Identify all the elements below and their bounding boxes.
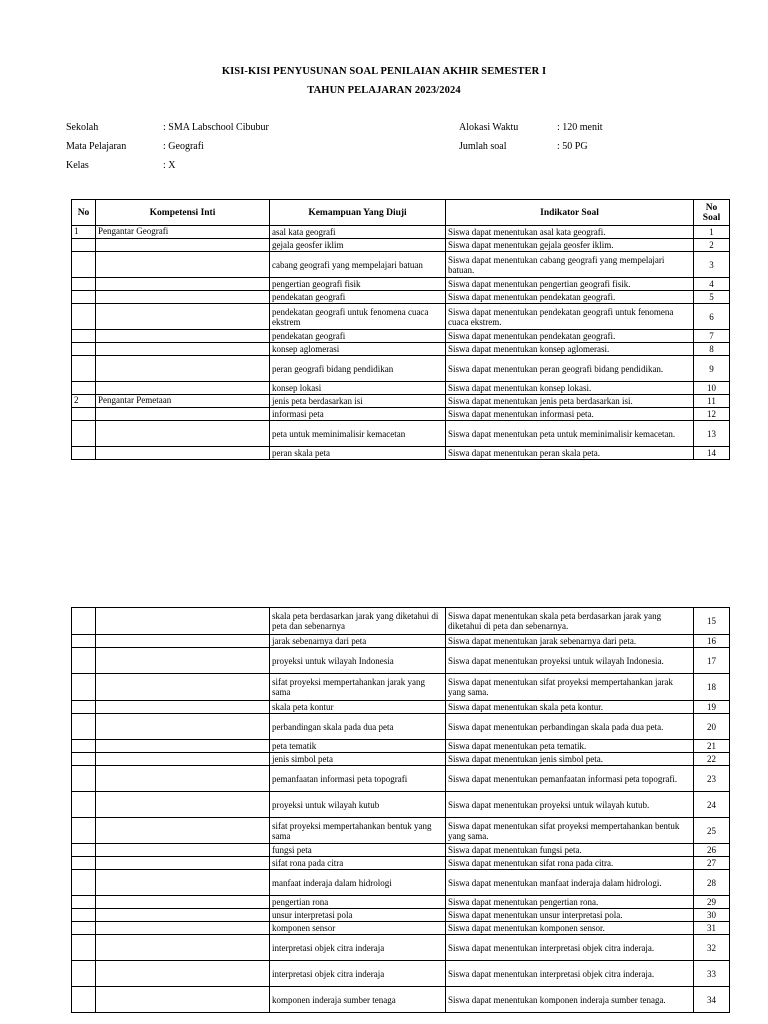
- row-kemampuan: konsep lokasi: [270, 382, 446, 395]
- row-no: [72, 870, 96, 896]
- row-kemampuan: interpretasi objek citra inderaja: [270, 935, 446, 961]
- row-indikator: Siswa dapat menentukan proyeksi untuk wilayah kutub.: [446, 792, 694, 818]
- table-row: [72, 304, 730, 330]
- row-no: 2: [72, 395, 96, 408]
- row-kompetensi-inti: Pengantar Pemetaan: [96, 395, 270, 408]
- row-kemampuan: peta tematik: [270, 740, 446, 753]
- row-kompetensi-inti: [96, 252, 270, 278]
- row-indikator: Siswa dapat menentukan komponen sensor.: [446, 922, 694, 935]
- row-no: [72, 857, 96, 870]
- row-no: [72, 356, 96, 382]
- row-indikator: Siswa dapat menentukan manfaat inderaja dalam hidrologi.: [446, 870, 694, 896]
- row-no: [72, 701, 96, 714]
- row-indikator: Siswa dapat menentukan sifat rona pada citra.: [446, 857, 694, 870]
- row-no-soal: 17: [694, 648, 730, 674]
- row-no: [72, 740, 96, 753]
- row-kompetensi-inti: [96, 635, 270, 648]
- info-mapel-label: Mata Pelajaran: [66, 141, 127, 152]
- row-no: [72, 922, 96, 935]
- row-no-soal: 1: [694, 226, 730, 239]
- row-kemampuan: informasi peta: [270, 408, 446, 421]
- row-kompetensi-inti: [96, 922, 270, 935]
- row-no-soal: 22: [694, 753, 730, 766]
- row-kompetensi-inti: [96, 608, 270, 635]
- row-indikator: Siswa dapat menentukan skala peta berdasarkan jarak yang diketahui di peta dan sebenarnya.: [446, 608, 694, 635]
- table-row: [72, 408, 730, 421]
- row-kemampuan: pengertian rona: [270, 896, 446, 909]
- row-indikator: Siswa dapat menentukan peran geografi bidang pendidikan.: [446, 356, 694, 382]
- row-no: [72, 278, 96, 291]
- row-kompetensi-inti: [96, 714, 270, 740]
- info-kelas-value: : X: [163, 160, 176, 171]
- info-jumlah-value: : 50 PG: [557, 141, 588, 152]
- row-no-soal: 13: [694, 421, 730, 447]
- row-no: [72, 635, 96, 648]
- row-indikator: Siswa dapat menentukan pendekatan geografi untuk fenomena cuaca ekstrem.: [446, 304, 694, 330]
- row-kemampuan: jarak sebenarnya dari peta: [270, 635, 446, 648]
- row-no: [72, 421, 96, 447]
- row-indikator: Siswa dapat menentukan peran skala peta.: [446, 447, 694, 460]
- row-no: [72, 961, 96, 987]
- row-indikator: Siswa dapat menentukan peta untuk meminimalisir kemacetan.: [446, 421, 694, 447]
- row-kompetensi-inti: [96, 857, 270, 870]
- row-no-soal: 16: [694, 635, 730, 648]
- row-indikator: Siswa dapat menentukan pendekatan geografi.: [446, 330, 694, 343]
- info-alokasi-label: Alokasi Waktu: [459, 122, 519, 133]
- row-kemampuan: unsur interpretasi pola: [270, 909, 446, 922]
- row-indikator: Siswa dapat menentukan komponen inderaja sumber tenaga.: [446, 987, 694, 1013]
- header-no-soal: No Soal: [694, 200, 730, 226]
- table-row: [72, 674, 730, 701]
- row-kompetensi-inti: [96, 356, 270, 382]
- row-kompetensi-inti: [96, 870, 270, 896]
- row-kompetensi-inti: [96, 961, 270, 987]
- row-kemampuan: pemanfaatan informasi peta topografi: [270, 766, 446, 792]
- row-kompetensi-inti: [96, 818, 270, 844]
- table-row: [72, 291, 730, 304]
- row-kemampuan: proyeksi untuk wilayah kutub: [270, 792, 446, 818]
- table-row: [72, 740, 730, 753]
- document-title-line1: KISI-KISI PENYUSUNAN SOAL PENILAIAN AKHIR SEMESTER I: [221, 66, 547, 77]
- info-sekolah-value: : SMA Labschool Cibubur: [163, 122, 269, 133]
- row-no: [72, 252, 96, 278]
- row-kemampuan: skala peta kontur: [270, 701, 446, 714]
- table-row: [72, 766, 730, 792]
- table-row: [72, 330, 730, 343]
- row-indikator: Siswa dapat menentukan sifat proyeksi mempertahankan bentuk yang sama.: [446, 818, 694, 844]
- row-no: [72, 304, 96, 330]
- table-row: [72, 714, 730, 740]
- table-row: [72, 252, 730, 278]
- row-kemampuan: cabang geografi yang mempelajari batuan: [270, 252, 446, 278]
- table-row: [72, 648, 730, 674]
- table-header-row: [72, 200, 730, 226]
- row-kemampuan: asal kata geografi: [270, 226, 446, 239]
- row-no-soal: 8: [694, 343, 730, 356]
- row-no-soal: 15: [694, 608, 730, 635]
- header-indikator: Indikator Soal: [446, 200, 694, 226]
- row-kemampuan: jenis peta berdasarkan isi: [270, 395, 446, 408]
- row-no-soal: 4: [694, 278, 730, 291]
- row-kemampuan: peran geografi bidang pendidikan: [270, 356, 446, 382]
- row-kemampuan: skala peta berdasarkan jarak yang diketahui di peta dan sebenarnya: [270, 608, 446, 635]
- row-kompetensi-inti: [96, 987, 270, 1013]
- row-no: [72, 714, 96, 740]
- row-no: [72, 753, 96, 766]
- row-no: 1: [72, 226, 96, 239]
- row-kemampuan: fungsi peta: [270, 844, 446, 857]
- row-kompetensi-inti: [96, 701, 270, 714]
- row-no-soal: 31: [694, 922, 730, 935]
- row-kemampuan: sifat proyeksi mempertahankan bentuk yang sama: [270, 818, 446, 844]
- row-kemampuan: sifat rona pada citra: [270, 857, 446, 870]
- row-indikator: Siswa dapat menentukan cabang geografi yang mempelajari batuan.: [446, 252, 694, 278]
- row-kompetensi-inti: [96, 447, 270, 460]
- row-no-soal: 14: [694, 447, 730, 460]
- row-no: [72, 382, 96, 395]
- table-row: [72, 239, 730, 252]
- row-kemampuan: pengertian geografi fisik: [270, 278, 446, 291]
- row-indikator: Siswa dapat menentukan jenis simbol peta.: [446, 753, 694, 766]
- table-row: [72, 844, 730, 857]
- table-row: [72, 935, 730, 961]
- row-no-soal: 2: [694, 239, 730, 252]
- row-kemampuan: jenis simbol peta: [270, 753, 446, 766]
- row-no-soal: 24: [694, 792, 730, 818]
- row-kompetensi-inti: [96, 408, 270, 421]
- info-mapel-value: : Geografi: [163, 141, 204, 152]
- row-kompetensi-inti: Pengantar Geografi: [96, 226, 270, 239]
- row-no: [72, 648, 96, 674]
- table-row: [72, 792, 730, 818]
- header-no: No: [72, 200, 96, 226]
- row-indikator: Siswa dapat menentukan peta tematik.: [446, 740, 694, 753]
- table-body-page2: [72, 608, 730, 1013]
- row-no-soal: 9: [694, 356, 730, 382]
- row-kemampuan: manfaat inderaja dalam hidrologi: [270, 870, 446, 896]
- header-kemampuan: Kemampuan Yang Diuji: [270, 200, 446, 226]
- row-no-soal: 33: [694, 961, 730, 987]
- row-indikator: Siswa dapat menentukan perbandingan skala pada dua peta.: [446, 714, 694, 740]
- table-row: [72, 608, 730, 635]
- info-jumlah-label: Jumlah soal: [459, 141, 507, 152]
- row-kompetensi-inti: [96, 792, 270, 818]
- row-kompetensi-inti: [96, 330, 270, 343]
- table-row: [72, 753, 730, 766]
- row-no: [72, 792, 96, 818]
- table-row: [72, 870, 730, 896]
- table-row: [72, 356, 730, 382]
- table-row: [72, 857, 730, 870]
- row-no: [72, 447, 96, 460]
- row-indikator: Siswa dapat menentukan interpretasi objek citra inderaja.: [446, 961, 694, 987]
- document-title-line2: TAHUN PELAJARAN 2023/2024: [307, 85, 461, 96]
- row-kemampuan: gejala geosfer iklim: [270, 239, 446, 252]
- row-no: [72, 766, 96, 792]
- row-kompetensi-inti: [96, 382, 270, 395]
- row-kompetensi-inti: [96, 935, 270, 961]
- row-indikator: Siswa dapat menentukan pendekatan geografi.: [446, 291, 694, 304]
- row-indikator: Siswa dapat menentukan fungsi peta.: [446, 844, 694, 857]
- row-no-soal: 21: [694, 740, 730, 753]
- row-no-soal: 3: [694, 252, 730, 278]
- row-kompetensi-inti: [96, 421, 270, 447]
- row-kompetensi-inti: [96, 343, 270, 356]
- row-kompetensi-inti: [96, 766, 270, 792]
- row-kemampuan: komponen sensor: [270, 922, 446, 935]
- row-kompetensi-inti: [96, 896, 270, 909]
- row-kemampuan: perbandingan skala pada dua peta: [270, 714, 446, 740]
- row-indikator: Siswa dapat menentukan informasi peta.: [446, 408, 694, 421]
- row-indikator: Siswa dapat menentukan sifat proyeksi mempertahankan jarak yang sama.: [446, 674, 694, 701]
- table-row: [72, 343, 730, 356]
- row-indikator: Siswa dapat menentukan unsur interpretasi pola.: [446, 909, 694, 922]
- row-kemampuan: proyeksi untuk wilayah Indonesia: [270, 648, 446, 674]
- row-indikator: Siswa dapat menentukan jarak sebenarnya dari peta.: [446, 635, 694, 648]
- info-kelas-label: Kelas: [66, 160, 89, 171]
- row-no-soal: 20: [694, 714, 730, 740]
- table-row: [72, 818, 730, 844]
- row-no-soal: 28: [694, 870, 730, 896]
- row-kompetensi-inti: [96, 304, 270, 330]
- row-no: [72, 987, 96, 1013]
- row-no: [72, 330, 96, 343]
- table-row: [72, 701, 730, 714]
- row-no: [72, 608, 96, 635]
- row-no: [72, 408, 96, 421]
- row-kemampuan: interpretasi objek citra inderaja: [270, 961, 446, 987]
- table-row: [72, 395, 730, 408]
- row-no-soal: 26: [694, 844, 730, 857]
- row-indikator: Siswa dapat menentukan konsep aglomerasi.: [446, 343, 694, 356]
- row-indikator: Siswa dapat menentukan pemanfaatan informasi peta topografi.: [446, 766, 694, 792]
- row-no-soal: 11: [694, 395, 730, 408]
- row-kompetensi-inti: [96, 909, 270, 922]
- row-no: [72, 239, 96, 252]
- info-sekolah-label: Sekolah: [66, 122, 99, 133]
- row-no-soal: 7: [694, 330, 730, 343]
- table-row: [72, 909, 730, 922]
- row-no: [72, 291, 96, 304]
- row-kemampuan: komponen inderaja sumber tenaga: [270, 987, 446, 1013]
- row-no-soal: 18: [694, 674, 730, 701]
- row-no-soal: 29: [694, 896, 730, 909]
- row-no-soal: 32: [694, 935, 730, 961]
- row-indikator: Siswa dapat menentukan jenis peta berdasarkan isi.: [446, 395, 694, 408]
- table-row: [72, 421, 730, 447]
- row-kompetensi-inti: [96, 844, 270, 857]
- table-row: [72, 447, 730, 460]
- row-no-soal: 12: [694, 408, 730, 421]
- row-no: [72, 909, 96, 922]
- row-indikator: Siswa dapat menentukan gejala geosfer iklim.: [446, 239, 694, 252]
- row-no-soal: 27: [694, 857, 730, 870]
- table-row: [72, 382, 730, 395]
- row-indikator: Siswa dapat menentukan proyeksi untuk wilayah Indonesia.: [446, 648, 694, 674]
- row-indikator: Siswa dapat menentukan interpretasi objek citra inderaja.: [446, 935, 694, 961]
- table-body-page1: [72, 226, 730, 460]
- row-kemampuan: pendekatan geografi: [270, 330, 446, 343]
- table-row: [72, 922, 730, 935]
- row-no-soal: 6: [694, 304, 730, 330]
- table-row: [72, 987, 730, 1013]
- row-no: [72, 343, 96, 356]
- row-kemampuan: konsep aglomerasi: [270, 343, 446, 356]
- kisi-kisi-table-page2: [71, 607, 730, 1013]
- table-row: [72, 226, 730, 239]
- table-row: [72, 635, 730, 648]
- row-no: [72, 844, 96, 857]
- row-indikator: Siswa dapat menentukan asal kata geografi.: [446, 226, 694, 239]
- kisi-kisi-table-page1: [71, 199, 730, 460]
- row-indikator: Siswa dapat menentukan pengertian rona.: [446, 896, 694, 909]
- row-no-soal: 19: [694, 701, 730, 714]
- row-no-soal: 10: [694, 382, 730, 395]
- header-kompetensi-inti: Kompetensi Inti: [96, 200, 270, 226]
- info-alokasi-value: : 120 menit: [557, 122, 603, 133]
- table-row: [72, 961, 730, 987]
- row-no-soal: 5: [694, 291, 730, 304]
- row-kompetensi-inti: [96, 674, 270, 701]
- table-row: [72, 896, 730, 909]
- row-kompetensi-inti: [96, 278, 270, 291]
- row-no-soal: 34: [694, 987, 730, 1013]
- row-kemampuan: sifat proyeksi mempertahankan jarak yang sama: [270, 674, 446, 701]
- row-kompetensi-inti: [96, 648, 270, 674]
- row-no-soal: 23: [694, 766, 730, 792]
- row-indikator: Siswa dapat menentukan pengertian geografi fisik.: [446, 278, 694, 291]
- row-indikator: Siswa dapat menentukan skala peta kontur.: [446, 701, 694, 714]
- row-no: [72, 935, 96, 961]
- row-no-soal: 25: [694, 818, 730, 844]
- row-no: [72, 818, 96, 844]
- row-no: [72, 674, 96, 701]
- row-kemampuan: pendekatan geografi: [270, 291, 446, 304]
- row-kemampuan: peran skala peta: [270, 447, 446, 460]
- table-row: [72, 278, 730, 291]
- row-kompetensi-inti: [96, 239, 270, 252]
- row-kompetensi-inti: [96, 291, 270, 304]
- row-kemampuan: peta untuk meminimalisir kemacetan: [270, 421, 446, 447]
- row-kompetensi-inti: [96, 753, 270, 766]
- row-indikator: Siswa dapat menentukan konsep lokasi.: [446, 382, 694, 395]
- row-kompetensi-inti: [96, 740, 270, 753]
- row-kemampuan: pendekatan geografi untuk fenomena cuaca ekstrem: [270, 304, 446, 330]
- row-no: [72, 896, 96, 909]
- row-no-soal: 30: [694, 909, 730, 922]
